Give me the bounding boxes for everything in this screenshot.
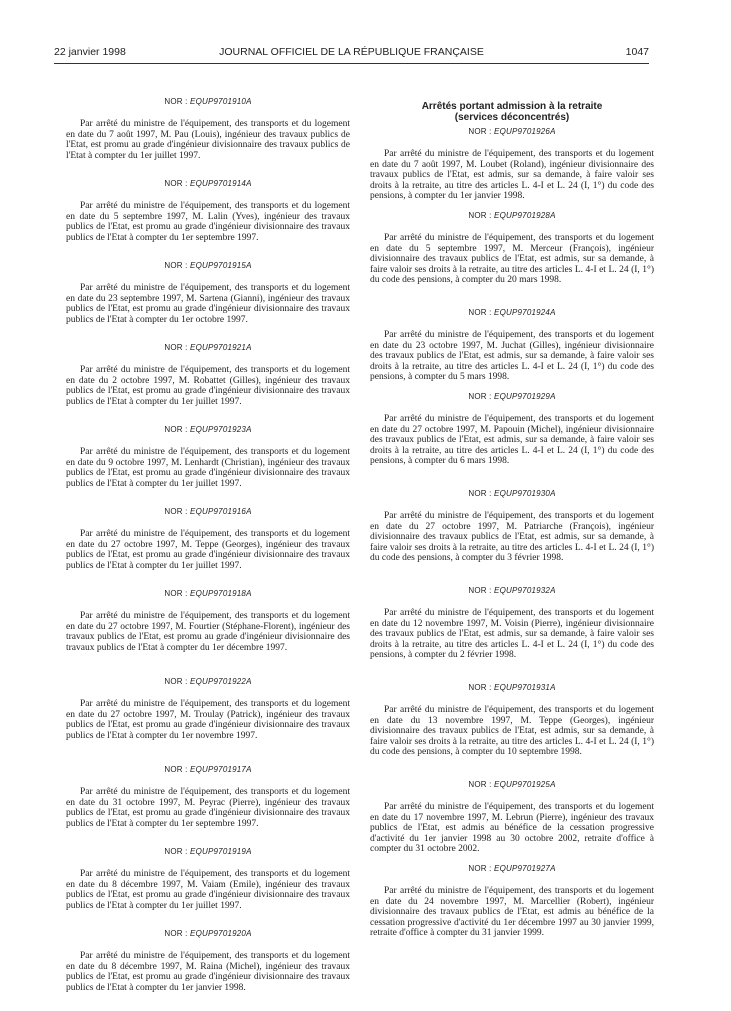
nor-code: EQUP9701929A	[494, 392, 556, 401]
nor-label: NOR :	[164, 179, 188, 188]
nor-label: NOR :	[164, 847, 188, 856]
nor-label: NOR :	[164, 677, 188, 686]
nor-reference	[370, 864, 654, 873]
nor-label: NOR :	[164, 343, 188, 352]
nor-code: EQUP9701932A	[494, 586, 556, 595]
decree-entry	[66, 929, 350, 1011]
decree-entry	[370, 586, 654, 683]
nor-reference	[66, 589, 350, 598]
decree-text: Par arrêté du ministre de l'équipement, des transports et du logement en date du 27 octobre 1997, M. Patriarche (François), ingénieur divisionnaire des travaux publics de l'Etat, est admis, sur sa demande, à faire valoir ses droits à la retraite, au titre des articles L. 4-I et L. 24 (I, 1°) du code des pensions, à compter du 3 février 1998.	[370, 511, 654, 564]
nor-code: EQUP9701931A	[494, 683, 556, 692]
decree-text: Par arrêté du ministre de l'équipement, des transports et du logement en date du 31 octobre 1997, M. Peyrac (Pierre), ingénieur des travaux publics de l'Etat, est promu au grade d'ingénieur divisionnaire des travaux publics de l'Etat à compter du 1er septembre 1997.	[66, 787, 350, 829]
decree-entry	[370, 683, 654, 780]
nor-label: NOR :	[468, 308, 492, 317]
nor-reference	[370, 586, 654, 595]
decree-entry	[66, 179, 350, 261]
nor-label: NOR :	[468, 127, 492, 136]
nor-label: NOR :	[164, 929, 188, 938]
nor-reference	[66, 507, 350, 516]
nor-reference	[66, 929, 350, 938]
nor-reference	[370, 489, 654, 498]
nor-reference	[370, 127, 654, 136]
nor-code: EQUP9701924A	[494, 308, 556, 317]
section-title-line1: Arrêtés portant admission à la retraite	[421, 101, 603, 112]
decree-entry	[66, 765, 350, 847]
nor-label: NOR :	[468, 211, 492, 220]
decree-text: Par arrêté du ministre de l'équipement, des transports et du logement en date du 23 octobre 1997, M. Juchat (Gilles), ingénieur divisionnaire des travaux publics de l'Etat, est admis, sur sa demande, à faire valoir ses droits à la retraite, au titre des articles L. 4-I et L. 24 (I, 1°) du code des pensions, à compter du 5 mars 1998.	[370, 330, 654, 383]
decree-text: Par arrêté du ministre de l'équipement, des transports et du logement en date du 8 décembre 1997, M. Raina (Michel), ingénieur des travaux publics de l'Etat, est promu au grade d'ingénieur divisionnaire des travaux publics de l'Etat à compter du 1er janvier 1998.	[66, 951, 350, 993]
decree-entry	[370, 127, 654, 211]
nor-label: NOR :	[468, 489, 492, 498]
nor-label: NOR :	[468, 864, 492, 873]
decree-text: Par arrêté du ministre de l'équipement, des transports et du logement en date du 7 août 1997, M. Loubet (Roland), ingénieur divisionnaire des travaux publics de l'Etat, est admis, sur sa demande, à faire valoir ses droits à la retraite, au titre des articles L. 4-I et L. 24 (I, 1°) du code des pensions, à compter du 1er janvier 1998.	[370, 149, 654, 202]
nor-reference	[66, 97, 350, 106]
decree-entry	[370, 308, 654, 392]
nor-label: NOR :	[164, 765, 188, 774]
nor-label: NOR :	[468, 586, 492, 595]
nor-code: EQUP9701920A	[190, 929, 252, 938]
nor-label: NOR :	[164, 261, 188, 270]
decree-entry	[66, 343, 350, 425]
nor-code: EQUP9701915A	[190, 261, 252, 270]
decree-text: Par arrêté du ministre de l'équipement, des transports et du logement en date du 17 novembre 1997, M. Lebrun (Pierre), ingénieur des travaux publics de l'Etat, est admis au bénéfice de la cessation progressive d'activité du 1er janvier 1998 au 30 octobre 2002, retraite d'office à compter du 31 octobre 2002.	[370, 802, 654, 855]
decree-entry	[66, 847, 350, 929]
decree-entry	[66, 507, 350, 589]
decree-entry	[370, 489, 654, 586]
nor-code: EQUP9701916A	[190, 507, 252, 516]
nor-label: NOR :	[164, 425, 188, 434]
nor-label: NOR :	[468, 392, 492, 401]
nor-label: NOR :	[164, 97, 188, 106]
decree-text: Par arrêté du ministre de l'équipement, des transports et du logement en date du 24 novembre 1997, M. Marcellier (Robert), ingénieur divisionnaire des travaux publics de l'Etat, est admis au bénéfice de la cessation progressive d'activité du 1er décembre 1997 au 30 janvier 1999, retraite d'office à compter du 31 janvier 1999.	[370, 886, 654, 939]
nor-code: EQUP9701923A	[190, 425, 252, 434]
nor-reference	[370, 392, 654, 401]
nor-reference	[370, 780, 654, 789]
decree-text: Par arrêté du ministre de l'équipement, des transports et du logement en date du 27 octobre 1997, M. Papouin (Michel), ingénieur divisionnaire des travaux publics de l'Etat, est admis, sur sa demande, à faire valoir ses droits à la retraite, au titre des articles L. 4-I et L. 24 (I, 1°) du code des pensions, à compter du 6 mars 1998.	[370, 414, 654, 467]
decree-entry	[370, 780, 654, 864]
nor-code: EQUP9701919A	[190, 847, 252, 856]
nor-code: EQUP9701910A	[190, 97, 252, 106]
decree-text: Par arrêté du ministre de l'équipement, des transports et du logement en date du 9 octobre 1997, M. Lenhardt (Christian), ingénieur des travaux publics de l'Etat, est promu au grade d'ingénieur divisionnaire des travaux publics de l'Etat à compter du 1er juillet 1997.	[66, 447, 350, 489]
right-column	[370, 97, 654, 961]
decree-text: Par arrêté du ministre de l'équipement, des transports et du logement en date du 23 septembre 1997, M. Sartena (Gianni), ingénieur des travaux publics de l'Etat, est promu au grade d'ingénieur divisionnaire des travaux publics de l'Etat à compter du 1er octobre 1997.	[66, 283, 350, 325]
header-journal-title: JOURNAL OFFICIEL DE LA RÉPUBLIQUE FRANÇAISE	[219, 46, 484, 58]
section-title-line2: (services déconcentrés)	[454, 112, 570, 123]
nor-reference	[66, 765, 350, 774]
decree-text: Par arrêté du ministre de l'équipement, des transports et du logement en date du 12 novembre 1997, M. Voisin (Pierre), ingénieur divisionnaire des travaux publics de l'Etat, est admis, sur sa demande, à faire valoir ses droits à la retraite, au titre des articles L. 4-I et L. 24 (I, 1°) du code des pensions, à compter du 2 février 1998.	[370, 608, 654, 661]
right-entries	[370, 127, 654, 961]
nor-reference	[66, 343, 350, 352]
nor-reference	[66, 847, 350, 856]
nor-code: EQUP9701918A	[190, 589, 252, 598]
decree-text: Par arrêté du ministre de l'équipement, des transports et du logement en date du 27 octobre 1997, M. Teppe (Georges), ingénieur des travaux publics de l'Etat, est promu au grade d'ingénieur divisionnaire des travaux publics de l'Etat à compter du 1er juillet 1997.	[66, 529, 350, 571]
decree-text: Par arrêté du ministre de l'équipement, des transports et du logement en date du 27 octobre 1997, M. Troulay (Patrick), ingénieur des travaux publics de l'Etat, est promu au grade d'ingénieur divisionnaire des travaux publics de l'Etat à compter du 1er novembre 1997.	[66, 699, 350, 741]
decree-text: Par arrêté du ministre de l'équipement, des transports et du logement en date du 5 septembre 1997, M. Merceur (François), ingénieur divisionnaire des travaux publics de l'Etat, est admis, sur sa demande, à faire valoir ses droits à la retraite, au titre des articles L. 4-I et L. 24 (I, 1°) du code des pensions, à compter du 20 mars 1998.	[370, 233, 654, 286]
left-column	[66, 97, 350, 1011]
decree-text: Par arrêté du ministre de l'équipement, des transports et du logement en date du 2 octobre 1997, M. Robattet (Gilles), ingénieur des travaux publics de l'Etat, est promu au grade d'ingénieur divisionnaire des travaux publics de l'Etat à compter du 1er juillet 1997.	[66, 365, 350, 407]
decree-entry	[370, 211, 654, 308]
nor-code: EQUP9701925A	[494, 780, 556, 789]
nor-code: EQUP9701917A	[190, 765, 252, 774]
nor-label: NOR :	[164, 589, 188, 598]
nor-code: EQUP9701921A	[190, 343, 252, 352]
nor-reference	[370, 683, 654, 692]
decree-entry	[66, 589, 350, 677]
nor-label: NOR :	[164, 507, 188, 516]
decree-entry	[66, 97, 350, 179]
header-date: 22 janvier 1998	[54, 46, 126, 58]
nor-label: NOR :	[468, 683, 492, 692]
nor-code: EQUP9701914A	[190, 179, 252, 188]
decree-entry	[66, 261, 350, 343]
decree-entry	[370, 864, 654, 961]
decree-entry	[66, 677, 350, 765]
nor-label: NOR :	[468, 780, 492, 789]
header-page-number: 1047	[625, 46, 649, 58]
nor-code: EQUP9701926A	[494, 127, 556, 136]
nor-code: EQUP9701928A	[494, 211, 556, 220]
nor-reference	[66, 261, 350, 270]
nor-reference	[66, 425, 350, 434]
decree-text: Par arrêté du ministre de l'équipement, des transports et du logement en date du 5 septembre 1997, M. Lalin (Yves), ingénieur des travaux publics de l'Etat, est promu au grade d'ingénieur divisionnaire des travaux publics de l'Etat à compter du 1er septembre 1997.	[66, 201, 350, 243]
nor-reference	[370, 308, 654, 317]
decree-text: Par arrêté du ministre de l'équipement, des transports et du logement en date du 7 août 1997, M. Pau (Louis), ingénieur des travaux publics de l'Etat, est promu au grade d'ingénieur divisionnaire des travaux publics de l'Etat à compter du 1er juillet 1997.	[66, 119, 350, 161]
nor-reference	[370, 211, 654, 220]
page-header	[54, 46, 649, 60]
decree-entry	[370, 392, 654, 489]
nor-code: EQUP9701930A	[494, 489, 556, 498]
section-title	[370, 101, 654, 123]
decree-text: Par arrêté du ministre de l'équipement, des transports et du logement en date du 27 octobre 1997, M. Fourtier (Stéphane-Florent), ingénieur des travaux publics de l'Etat, est promu au grade d'ingénieur divisionnaire des travaux publics de l'Etat à compter du 1er décembre 1997.	[66, 611, 350, 653]
header-rule	[54, 63, 649, 64]
nor-code: EQUP9701927A	[494, 864, 556, 873]
nor-code: EQUP9701922A	[190, 677, 252, 686]
decree-entry	[66, 425, 350, 507]
decree-text: Par arrêté du ministre de l'équipement, des transports et du logement en date du 13 novembre 1997, M. Teppe (Georges), ingénieur divisionnaire des travaux publics de l'Etat, est admis, sur sa demande, à faire valoir ses droits à la retraite, au titre des articles L. 4-I et L. 24 (I, 1°) du code des pensions, à compter du 10 septembre 1998.	[370, 705, 654, 758]
nor-reference	[66, 179, 350, 188]
decree-text: Par arrêté du ministre de l'équipement, des transports et du logement en date du 8 décembre 1997, M. Vaiam (Emile), ingénieur des travaux publics de l'Etat, est promu au grade d'ingénieur divisionnaire des travaux publics de l'Etat à compter du 1er juillet 1997.	[66, 869, 350, 911]
nor-reference	[66, 677, 350, 686]
